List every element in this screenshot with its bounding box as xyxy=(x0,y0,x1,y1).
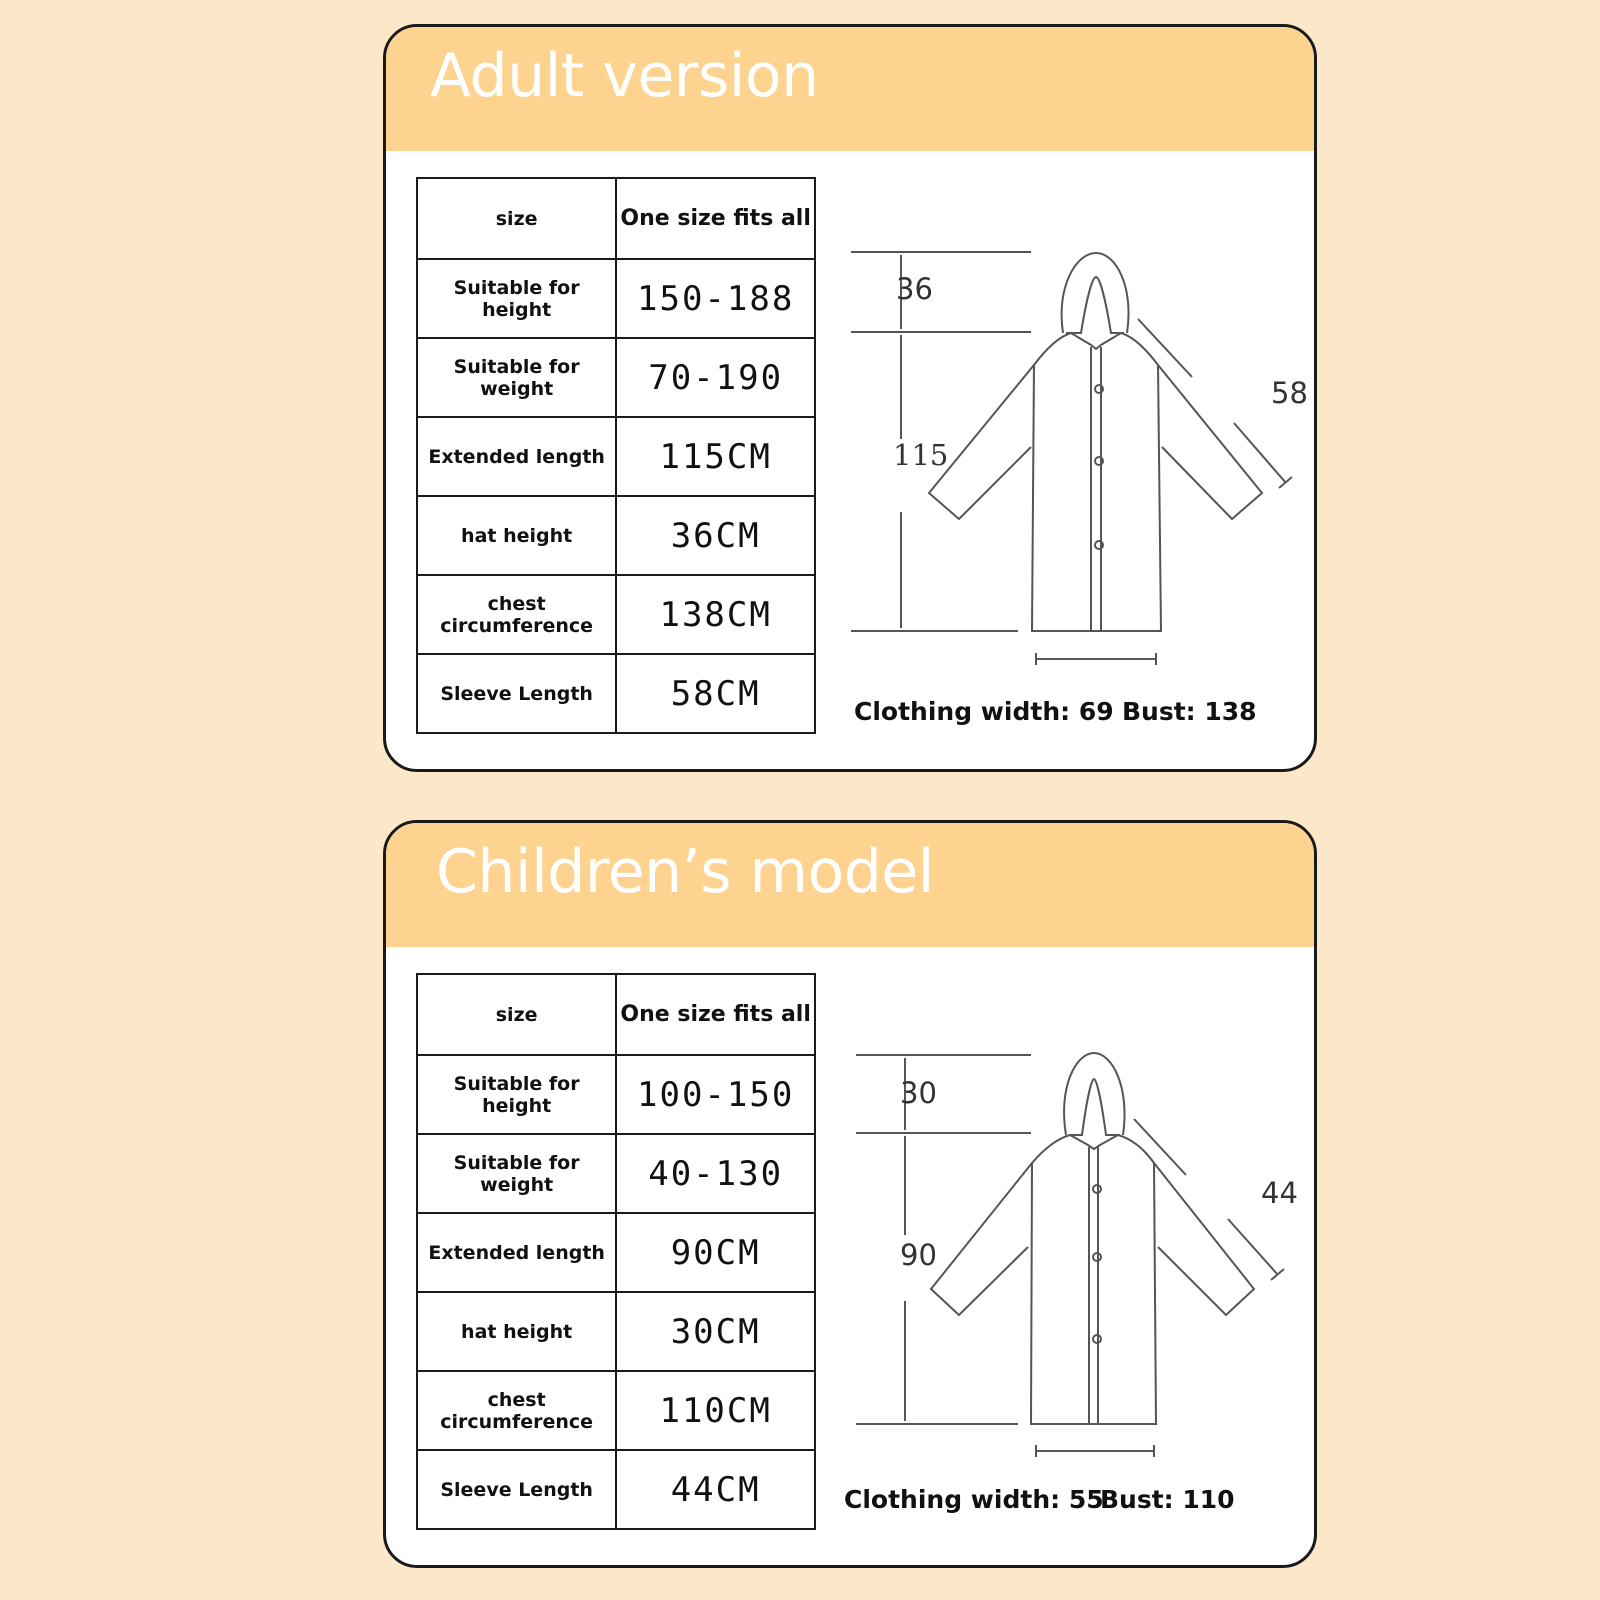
children-title: Children’s model xyxy=(436,837,934,907)
adult-title: Adult version xyxy=(430,41,819,111)
row-label: Suitable for height xyxy=(417,1055,616,1134)
row-value: 110CM xyxy=(616,1371,815,1450)
hood-outline xyxy=(1064,1053,1125,1135)
row-value: 150-188 xyxy=(616,259,815,338)
right-sleeve-outline xyxy=(1158,365,1262,519)
coat-body-outline xyxy=(1031,1135,1156,1424)
row-value: One size fits all xyxy=(616,178,815,259)
sleeve-dimension-arrow-bottom xyxy=(1234,423,1286,483)
row-value: 100-150 xyxy=(616,1055,815,1134)
sleeve-dimension-label: 44 xyxy=(1261,1176,1298,1210)
hat-dimension-label: 36 xyxy=(896,272,933,306)
row-label: Suitable for weight xyxy=(417,338,616,417)
children-raincoat-diagram xyxy=(386,823,1317,1568)
row-label: hat height xyxy=(417,1292,616,1371)
coat-body-outline xyxy=(1032,333,1161,631)
row-value: 30CM xyxy=(616,1292,815,1371)
sleeve-dimension-label: 58 xyxy=(1271,376,1308,410)
row-value: 36CM xyxy=(616,496,815,575)
row-value: 115CM xyxy=(616,417,815,496)
row-label: size xyxy=(417,974,616,1055)
row-value: 70-190 xyxy=(616,338,815,417)
hat-dimension-label: 30 xyxy=(900,1076,937,1110)
row-label: Sleeve Length xyxy=(417,654,616,733)
row-label: size xyxy=(417,178,616,259)
row-label: Sleeve Length xyxy=(417,1450,616,1529)
bust-caption: Bust: 110 xyxy=(1100,1485,1235,1514)
sleeve-dimension-arrow-top xyxy=(1134,1119,1186,1175)
row-value: One size fits all xyxy=(616,974,815,1055)
length-dimension-label: 90 xyxy=(900,1238,937,1272)
length-dimension-label: 115 xyxy=(893,438,949,472)
row-value: 138CM xyxy=(616,575,815,654)
row-label: Extended length xyxy=(417,1213,616,1292)
row-label: Suitable for weight xyxy=(417,1134,616,1213)
adult-size-card xyxy=(383,24,1317,772)
row-value: 58CM xyxy=(616,654,815,733)
adult-raincoat-diagram xyxy=(386,27,1317,772)
sleeve-dimension-arrow-top xyxy=(1138,319,1192,377)
clothing-width-caption: Clothing width: 55 xyxy=(844,1485,1104,1514)
row-value: 40-130 xyxy=(616,1134,815,1213)
row-label: hat height xyxy=(417,496,616,575)
hood-outline xyxy=(1062,253,1129,333)
row-label: Extended length xyxy=(417,417,616,496)
bust-caption: Bust: 138 xyxy=(1122,697,1257,726)
row-label: chest circumference xyxy=(417,1371,616,1450)
clothing-width-caption: Clothing width: 69 xyxy=(854,697,1114,726)
row-value: 44CM xyxy=(616,1450,815,1529)
left-sleeve-outline xyxy=(931,1163,1032,1315)
children-size-card xyxy=(383,820,1317,1568)
right-sleeve-outline xyxy=(1154,1163,1254,1315)
row-label: chest circumference xyxy=(417,575,616,654)
row-value: 90CM xyxy=(616,1213,815,1292)
row-label: Suitable for height xyxy=(417,259,616,338)
